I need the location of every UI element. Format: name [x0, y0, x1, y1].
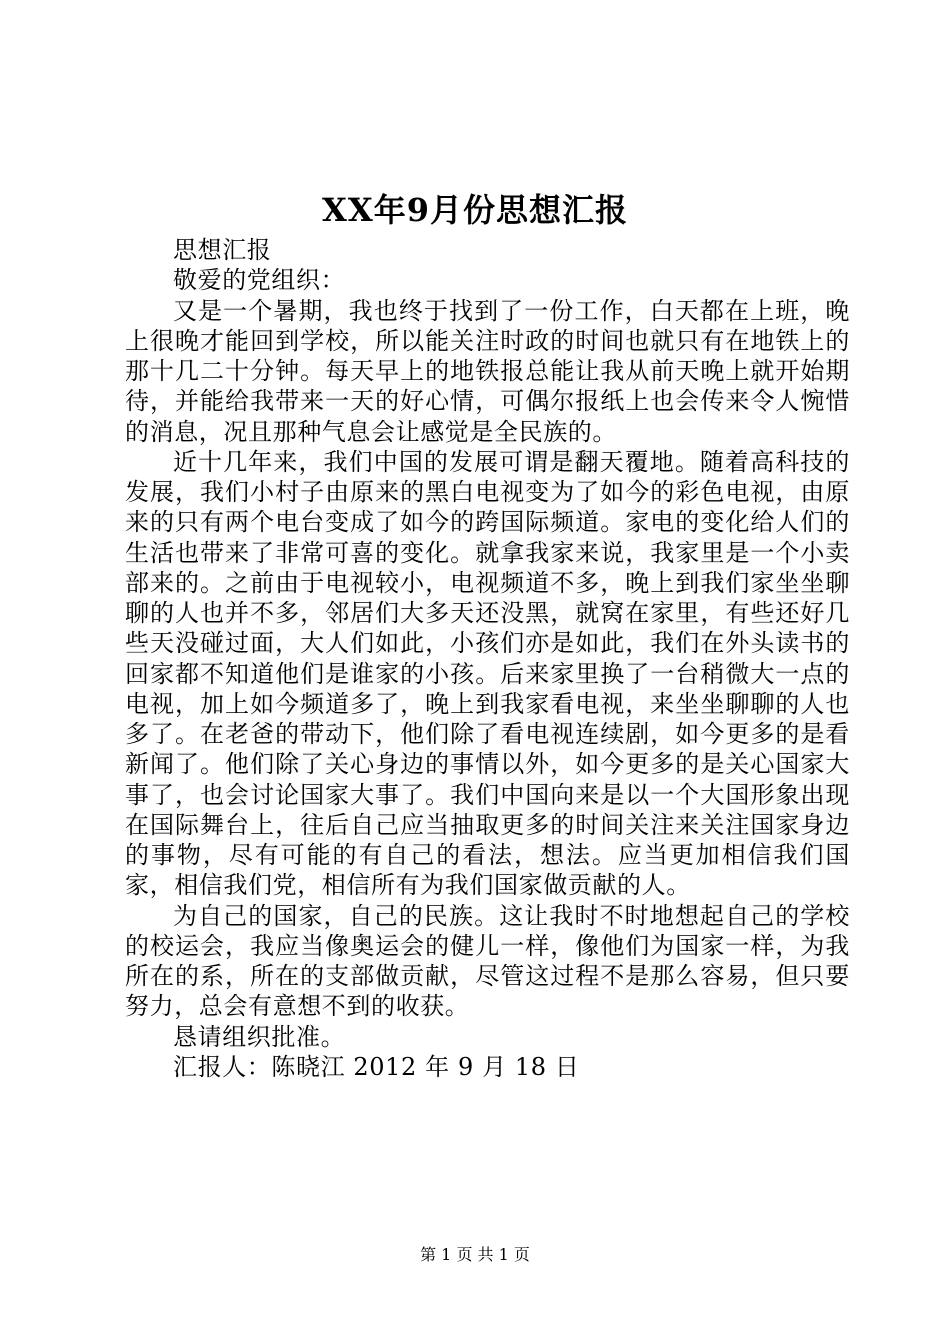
signature-line: 汇报人：陈晓江 2012 年 9 月 18 日: [173, 1052, 580, 1081]
report-heading: 思想汇报: [173, 236, 272, 264]
closing-request: 恳请组织批准。: [173, 1022, 346, 1051]
body-paragraph: 又是一个暑期，我也终于找到了一份工作，白天都在上班，晚上很晚才能回到学校，所以能关注时政的时间也就只有在地铁上的那十几二十分钟。每天早上的地铁报总能让我从前天晚上就开始期待，并能给我带来一天的好心情，可偶尔报纸上也会传来令人惋惜的消息，况且那种气息会让感觉是全民族的。: [125, 296, 850, 446]
page-number-footer: 第 1 页 共 1 页: [420, 1245, 530, 1264]
document-title: XX年9月份思想汇报: [322, 191, 628, 229]
salutation: 敬爱的党组织：: [173, 266, 346, 295]
body-paragraph: 近十几年来，我们中国的发展可谓是翻天覆地。随着高科技的发展，我们小村子由原来的黑白电视变为了如今的彩色电视，由原来的只有两个电台变成了如今的跨国际频道。家电的变化给人们的生活也带来了非常可喜的变化。就拿我家来说，我家里是一个小卖部来的。之前由于电视较小，电视频道不多，晚上到我们家坐坐聊聊的人也并不多，邻居们大多天还没黑，就窝在家里，有些还好几些天没碰过面，大人们如此，小孩们亦是如此，我们在外头读书的回家都不知道他们是谁家的小孩。后来家里换了一台稍微大一点的电视，加上如今频道多了，晚上到我家看电视，来坐坐聊聊的人也多了。在老爸的带动下，他们除了看电视连续剧，如今更多的是看新闻了。他们除了关心身边的事情以外，如今更多的是关心国家大事了，也会讨论国家大事了。我们中国向来是以一个大国形象出现在国际舞台上，往后自己应当抽取更多的时间关注来关注国家身边的事物，尽有可能的有自己的看法，想法。应当更加相信我们国家，相信我们党，相信所有为我们国家做贡献的人。: [125, 447, 850, 900]
document-body: [125, 235, 850, 1082]
body-paragraph: 为自己的国家，自己的民族。这让我时不时地想起自己的学校的校运会，我应当像奥运会的健儿一样，像他们为国家一样，为我所在的系，所在的支部做贡献，尽管这过程不是那么容易，但只要努力，总会有意想不到的收获。: [125, 901, 850, 1021]
